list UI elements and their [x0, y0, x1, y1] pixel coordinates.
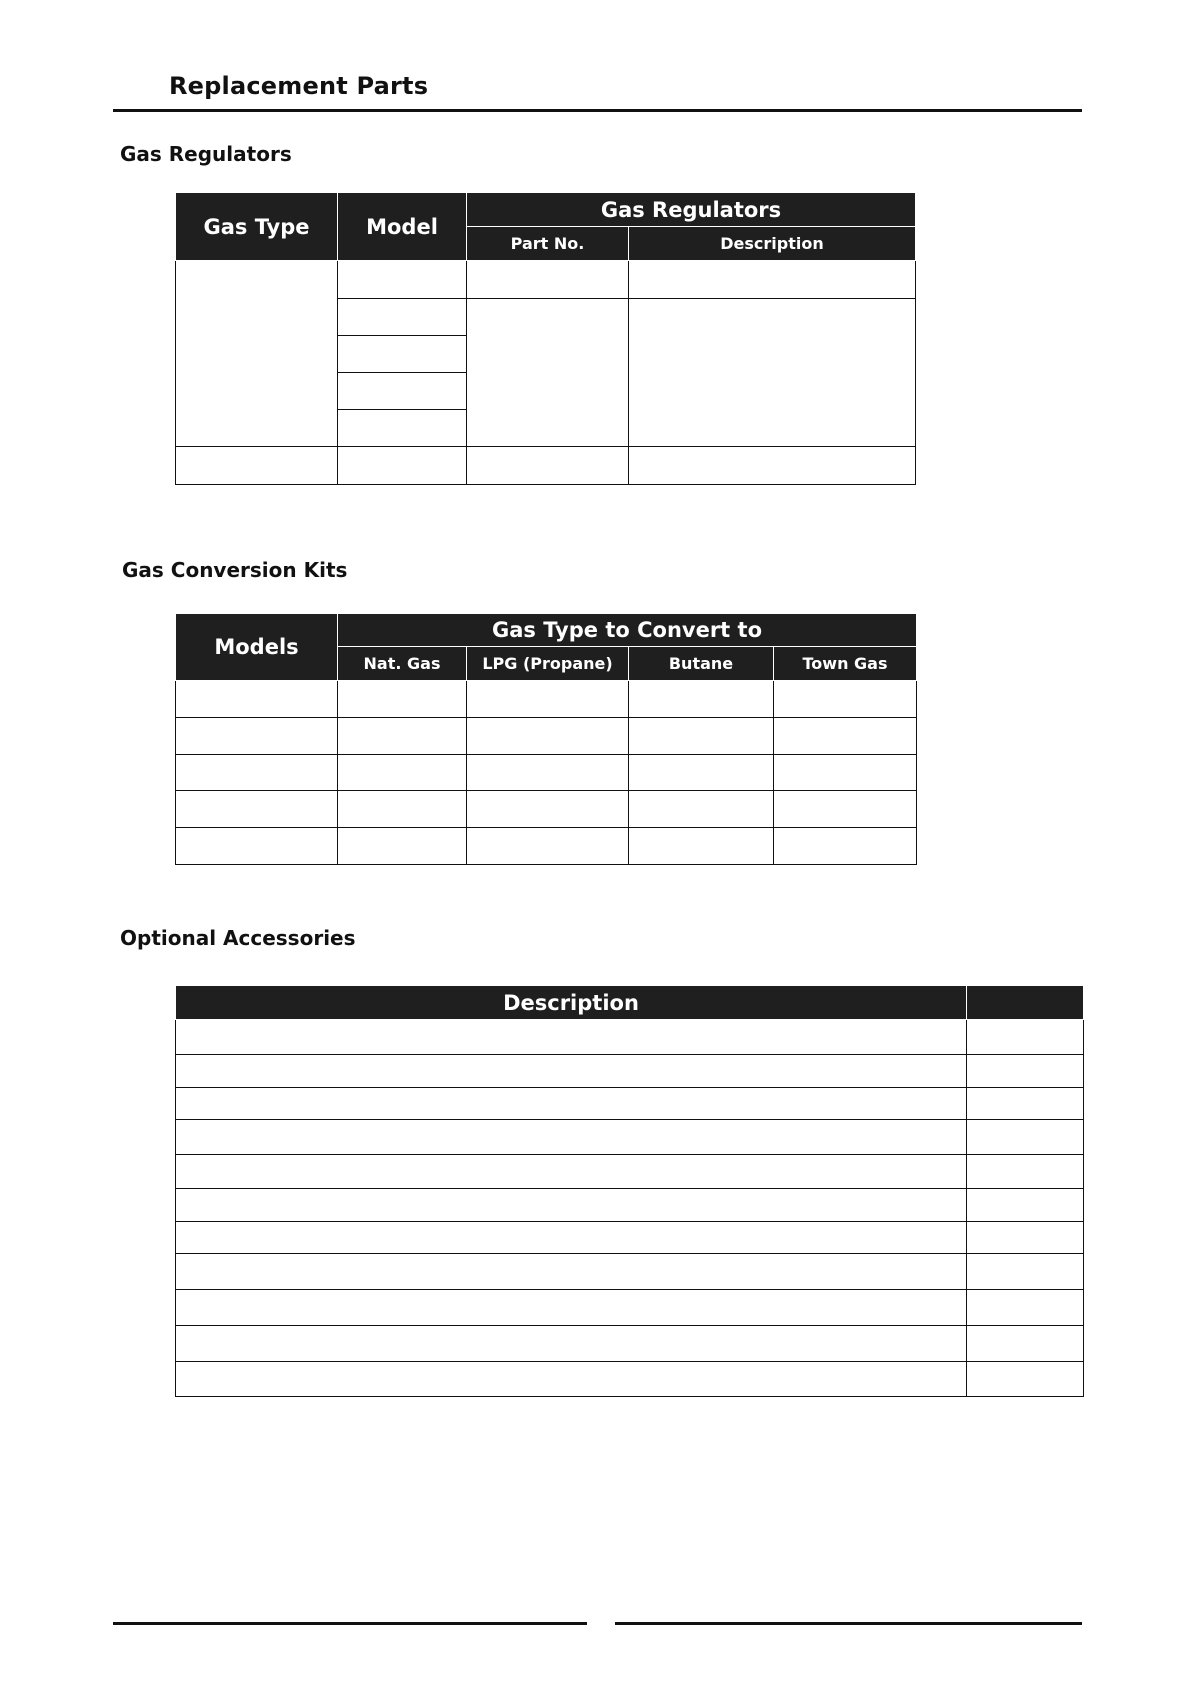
table-cell	[176, 1020, 967, 1055]
header-town-gas: Town Gas	[774, 647, 917, 681]
header-accessory-description: Description	[176, 986, 967, 1020]
gas-regulators-table	[175, 192, 916, 485]
table-cell	[967, 1020, 1084, 1055]
table-row	[176, 261, 916, 299]
table-cell	[774, 828, 917, 865]
table-cell	[629, 299, 916, 447]
table-cell	[338, 828, 467, 865]
table-row	[176, 828, 917, 865]
header-part-no: Part No.	[467, 227, 629, 261]
table-cell	[176, 681, 338, 718]
page-title: Replacement Parts	[169, 72, 429, 100]
table-cell	[176, 1326, 967, 1362]
table-cell	[967, 1120, 1084, 1155]
section-title-optional-accessories: Optional Accessories	[120, 926, 356, 950]
header-gas-type: Gas Type	[176, 193, 338, 261]
table-cell	[967, 1088, 1084, 1120]
table-row	[176, 718, 917, 755]
table-cell	[967, 1155, 1084, 1189]
table-row	[176, 1020, 1084, 1055]
table-cell	[629, 755, 774, 791]
table-cell	[338, 791, 467, 828]
header-lpg: LPG (Propane)	[467, 647, 629, 681]
section-title-gas-conversion-kits: Gas Conversion Kits	[122, 558, 348, 582]
table-cell	[967, 1189, 1084, 1222]
table-cell	[467, 755, 629, 791]
table-cell	[467, 299, 629, 447]
table-cell	[176, 791, 338, 828]
table-cell	[629, 718, 774, 755]
header-rule	[113, 109, 1082, 112]
table-row	[176, 1055, 1084, 1088]
table-cell	[967, 1326, 1084, 1362]
gas-conversion-kits-table	[175, 613, 917, 865]
table-row	[176, 1120, 1084, 1155]
table-cell	[176, 1290, 967, 1326]
section-title-gas-regulators: Gas Regulators	[120, 142, 292, 166]
table-cell	[338, 299, 467, 336]
table-cell	[176, 1055, 967, 1088]
header-accessory-second	[967, 986, 1084, 1020]
header-models: Models	[176, 614, 338, 681]
table-cell	[176, 755, 338, 791]
table-cell	[176, 1222, 967, 1254]
footer-rule-right	[615, 1622, 1082, 1625]
table-cell	[629, 681, 774, 718]
table-cell	[176, 1155, 967, 1189]
table-row	[176, 1290, 1084, 1326]
table-cell	[338, 718, 467, 755]
header-butane: Butane	[629, 647, 774, 681]
table-cell	[774, 681, 917, 718]
table-cell	[176, 1088, 967, 1120]
header-description: Description	[629, 227, 916, 261]
table-cell	[176, 718, 338, 755]
footer-rule-left	[113, 1622, 587, 1625]
table-cell	[338, 447, 467, 485]
table-row	[176, 755, 917, 791]
table-cell	[629, 447, 916, 485]
table-row	[176, 1222, 1084, 1254]
table-row	[176, 1362, 1084, 1397]
table-cell	[774, 718, 917, 755]
table-cell	[338, 261, 467, 299]
table-cell	[467, 791, 629, 828]
table-cell	[176, 828, 338, 865]
table-cell	[629, 791, 774, 828]
table-cell	[176, 1120, 967, 1155]
table-row	[176, 1189, 1084, 1222]
table-cell	[967, 1222, 1084, 1254]
optional-accessories-table	[175, 985, 1084, 1397]
table-cell	[467, 828, 629, 865]
table-cell	[338, 681, 467, 718]
table-cell	[467, 261, 629, 299]
table-cell	[967, 1362, 1084, 1397]
table-row	[176, 447, 916, 485]
table-cell	[338, 410, 467, 447]
table-cell	[176, 261, 338, 447]
table-cell	[629, 261, 916, 299]
table-cell	[467, 447, 629, 485]
table-cell	[967, 1290, 1084, 1326]
header-model: Model	[338, 193, 467, 261]
table-row	[176, 681, 917, 718]
header-gas-regulators-group: Gas Regulators	[467, 193, 916, 227]
table-row	[176, 1326, 1084, 1362]
header-convert-to-group: Gas Type to Convert to	[338, 614, 917, 647]
table-cell	[176, 1189, 967, 1222]
table-row	[176, 791, 917, 828]
table-cell	[176, 1254, 967, 1290]
table-cell	[967, 1254, 1084, 1290]
table-cell	[467, 681, 629, 718]
table-row	[176, 1155, 1084, 1189]
table-cell	[338, 373, 467, 410]
table-cell	[467, 718, 629, 755]
table-cell	[338, 336, 467, 373]
header-nat-gas: Nat. Gas	[338, 647, 467, 681]
table-cell	[774, 755, 917, 791]
table-cell	[176, 447, 338, 485]
table-cell	[774, 791, 917, 828]
table-cell	[338, 755, 467, 791]
table-row	[176, 1088, 1084, 1120]
table-cell	[967, 1055, 1084, 1088]
table-cell	[629, 828, 774, 865]
table-cell	[176, 1362, 967, 1397]
table-row	[176, 1254, 1084, 1290]
